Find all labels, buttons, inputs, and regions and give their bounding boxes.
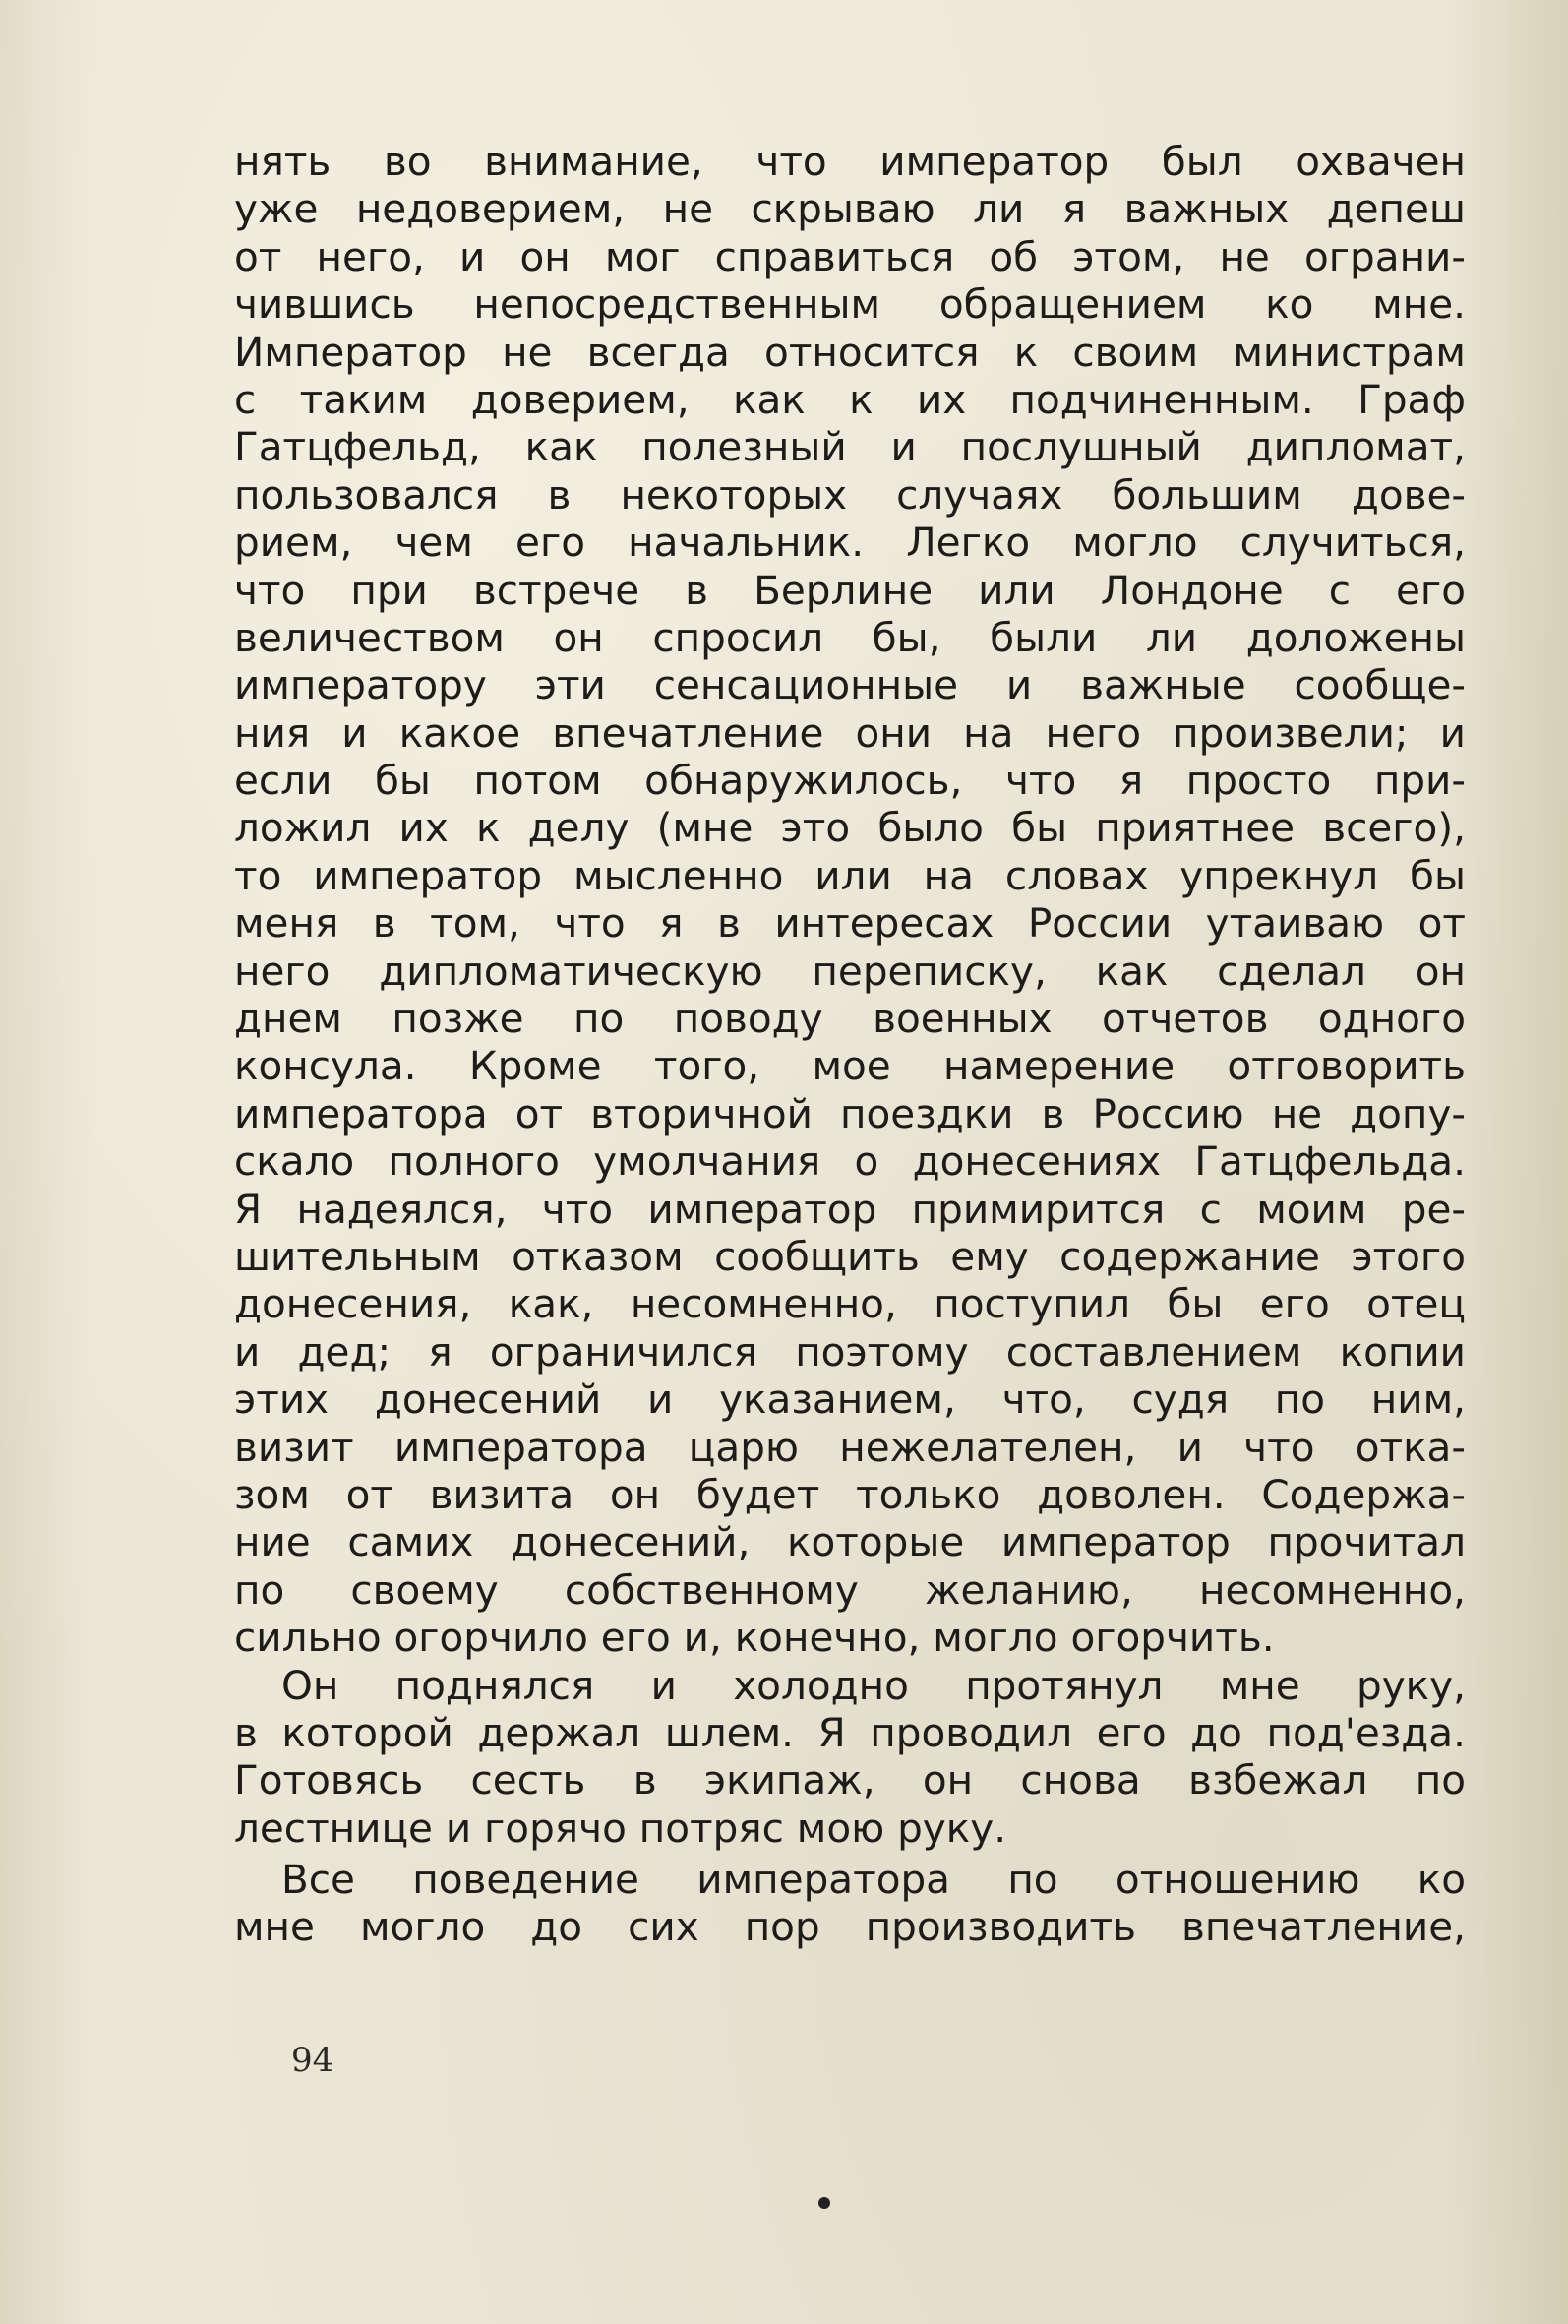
text-line: величеством он спросил бы, были ли доложены (234, 613, 1466, 661)
text-line: императора от вторичной поездки в Россию не допу- (234, 1089, 1466, 1137)
text-line: пользовался в некоторых случаях большим дове- (234, 470, 1466, 519)
text-line: днем позже по поводу военных отчетов одного (234, 995, 1466, 1043)
text-line: сильно огорчило его и, конечно, могло огорчить. (234, 1614, 1275, 1662)
text-line: зом от визита он будет только доволен. Содержа- (234, 1470, 1466, 1518)
ink-speck (818, 2197, 830, 2209)
body-text (234, 138, 1466, 1951)
text-line: Он поднялся и холодно протянул мне руку, (281, 1661, 1466, 1709)
text-line: по своему собственному желанию, несомненно, (234, 1565, 1466, 1614)
text-line: что при встрече в Берлине или Лондоне с его (234, 566, 1466, 614)
text-line: лестнице и горячо потряс мою руку. (234, 1804, 1007, 1852)
text-line: императору эти сенсационные и важные сообще- (234, 661, 1466, 709)
text-line: и дед; я ограничился поэтому составлением копии (234, 1327, 1466, 1376)
text-line: если бы потом обнаружилось, что я просто при- (234, 757, 1466, 805)
text-line: этих донесений и указанием, что, судя по ним, (234, 1376, 1466, 1424)
text-line: ние самих донесений, которые император прочитал (234, 1518, 1466, 1566)
text-line: меня в том, что я в интересах России утаиваю от (234, 899, 1466, 948)
text-line: него дипломатическую переписку, как сделал он (234, 947, 1466, 995)
text-line: уже недоверием, не скрываю ли я важных депеш (234, 185, 1466, 233)
text-line: от него, и он мог справиться об этом, не ограни- (234, 232, 1466, 280)
text-line: скало полного умолчания о донесениях Гатцфельда. (234, 1137, 1466, 1186)
page-number: 94 (291, 2041, 334, 2080)
text-line: рием, чем его начальник. Легко могло случиться, (234, 519, 1466, 567)
text-line: ложил их к делу (мне это было бы приятнее всего), (234, 804, 1466, 852)
text-line: Готовясь сесть в экипаж, он снова взбежал по (234, 1756, 1466, 1804)
text-line: Император не всегда относится к своим министрам (234, 328, 1466, 376)
text-line: ния и какое впечатление они на него произвели; и (234, 708, 1466, 757)
text-line: нять во внимание, что император был охвачен (234, 138, 1466, 185)
text-line: донесения, как, несомненно, поступил бы его отец (234, 1280, 1466, 1328)
text-line: то император мысленно или на словах упрекнул бы (234, 851, 1466, 899)
text-line: шительным отказом сообщить ему содержание этого (234, 1232, 1466, 1280)
text-line: консула. Кроме того, мое намерение отговорить (234, 1042, 1466, 1090)
text-line: чившись непосредственным обращением ко мне. (234, 280, 1466, 329)
text-line: мне могло до сих пор производить впечатление, (234, 1903, 1466, 1951)
text-line: визит императора царю нежелателен, и что отка- (234, 1423, 1466, 1471)
text-line: Я надеялся, что император примирится с моим ре- (234, 1185, 1466, 1233)
text-line: с таким доверием, как к их подчиненным. Граф (234, 375, 1466, 423)
text-line: Все поведение императора по отношению ко (281, 1856, 1466, 1904)
text-line: в которой держал шлем. Я проводил его до под'езда. (234, 1708, 1466, 1756)
text-line: Гатцфельд, как полезный и послушный дипломат, (234, 423, 1466, 471)
